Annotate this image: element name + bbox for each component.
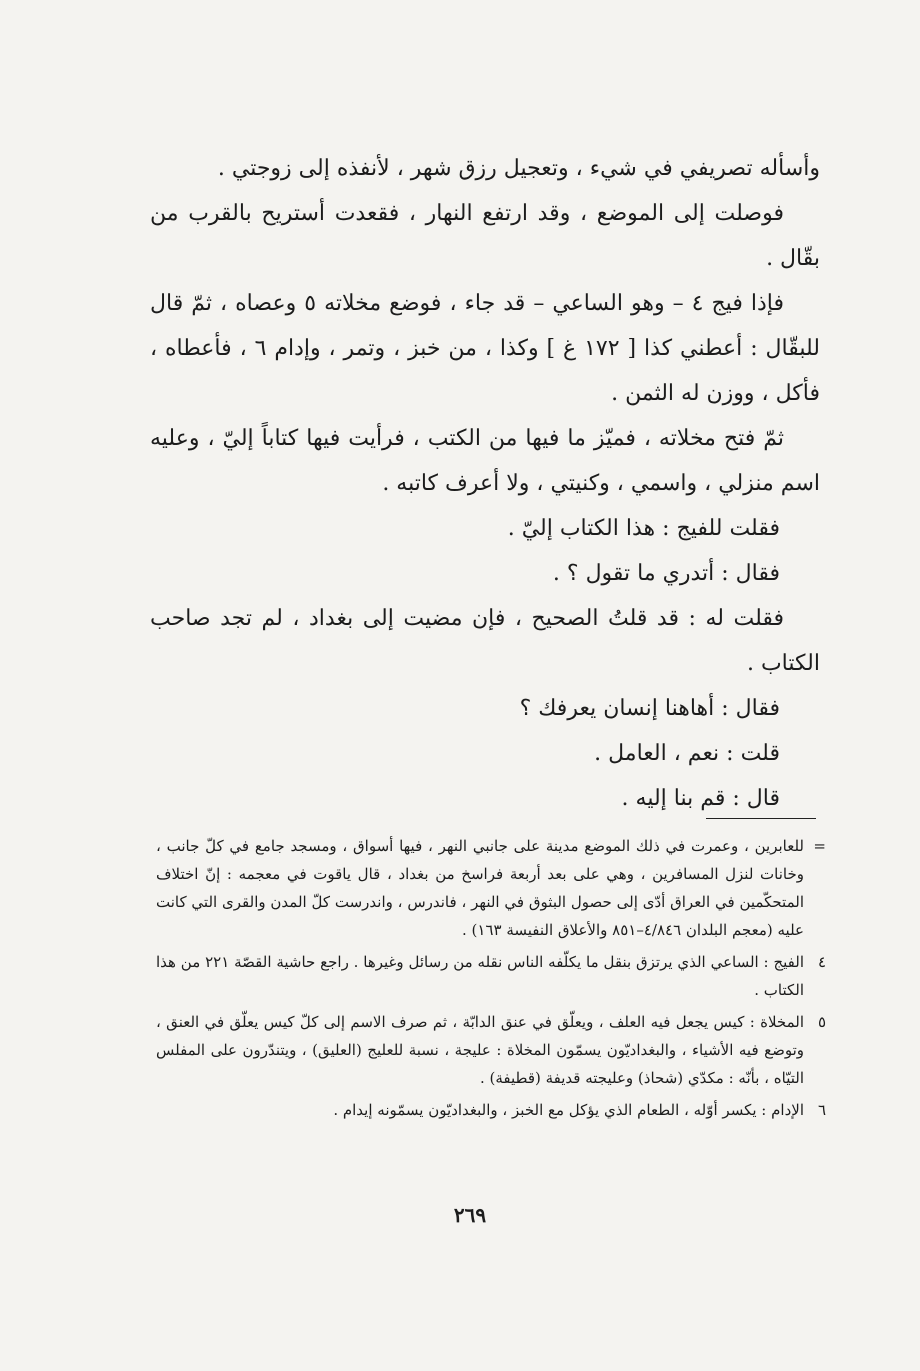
footnote-number: = — [813, 837, 826, 855]
footnote-text: الفيج : الساعي الذي يرتزق بنقل ما يكلّفه الناس نقله من رسائل وغيرها . راجع حاشية القصّة ٢٢١ من هذا الكتاب . — [156, 953, 804, 999]
footnote-number: ٥ — [817, 1013, 826, 1031]
dialogue-line: فقلت للفيج : هذا الكتاب إليّ . — [507, 516, 780, 541]
footnote — [156, 948, 826, 1004]
footnote-number: ٤ — [817, 953, 826, 971]
footnote — [156, 832, 826, 944]
footnote-text: المخلاة : كيس يجعل فيه العلف ، ويعلّق في عنق الدابّة ، ثم صرف الاسم إلى كلّ كيس يعلّق في العنق ، وتوضع فيه الأشياء ، والبغداديّون يسمّون المخلاة : عليجة ، نسبة للعليج (العليق) ، ويتندّرون على المفلس التيّاه ، بأنّه : مكدّي (شحاذ) وعليجته قديفة (قطيفة) . — [156, 1013, 804, 1087]
footnote-text: للعابرين ، وعمرت في ذلك الموضع مدينة على جانبي النهر ، فيها أسواق ، ومسجد جامع في كلّ جانب ، وخانات لنزل المسافرين ، وهي على بعد أربعة فراسخ من بغداد ، قال ياقوت في معجمه : إنّ اختلاف المتحكّمين في العراق أدّى إلى حصول البثوق في النهر ، فاندرس ، واندرست كلّ المدن والقرى التي كانت عليه (معجم البلدان ٤/٨٤٦–٨٥١ والأعلاق النفيسة ١٦٣) . — [156, 837, 804, 939]
paragraph: فإذا فيج ٤ – وهو الساعي – قد جاء ، فوضع مخلاته ٥ وعصاه ، ثمّ قال للبقّال : أعطني كذا [ ١٧٢ غ ] وكذا ، من خبز ، وتمر ، وإدام ٦ ، فأعطاه ، فأكل ، ووزن له الثمن . — [150, 291, 820, 406]
footnote-number: ٦ — [817, 1101, 826, 1119]
dialogue-line: قلت : نعم ، العامل . — [594, 741, 780, 766]
footnotes — [156, 832, 826, 1128]
footnote — [156, 1008, 826, 1092]
paragraph: وأسأله تصريفي في شيء ، وتعجيل رزق شهر ، لأنفذه إلى زوجتي . — [217, 156, 820, 181]
main-text — [150, 146, 820, 821]
paragraph: فوصلت إلى الموضع ، وقد ارتفع النهار ، فقعدت أستريح بالقرب من بقّال . — [150, 201, 820, 271]
page-number: ٢٦٩ — [453, 1203, 487, 1227]
paragraph: فقلت له : قد قلتُ الصحيح ، فإن مضيت إلى بغداد ، لم تجد صاحب الكتاب . — [150, 606, 820, 676]
footnote — [156, 1096, 826, 1124]
paragraph: ثمّ فتح مخلاته ، فميّز ما فيها من الكتب ، فرأيت فيها كتاباً إليّ ، وعليه اسم منزلي ، واسمي ، وكنيتي ، ولا أعرف كاتبه . — [150, 426, 820, 496]
footnote-separator — [706, 818, 816, 819]
dialogue-line: فقال : أتدري ما تقول ؟ . — [552, 561, 780, 586]
dialogue-line: قال : قم بنا إليه . — [621, 786, 780, 811]
footnote-text: الإدام : يكسر أوّله ، الطعام الذي يؤكل مع الخبز ، والبغداديّون يسمّونه إيدام . — [333, 1101, 804, 1119]
dialogue-line: فقال : أهاهنا إنسان يعرفك ؟ — [519, 696, 780, 721]
